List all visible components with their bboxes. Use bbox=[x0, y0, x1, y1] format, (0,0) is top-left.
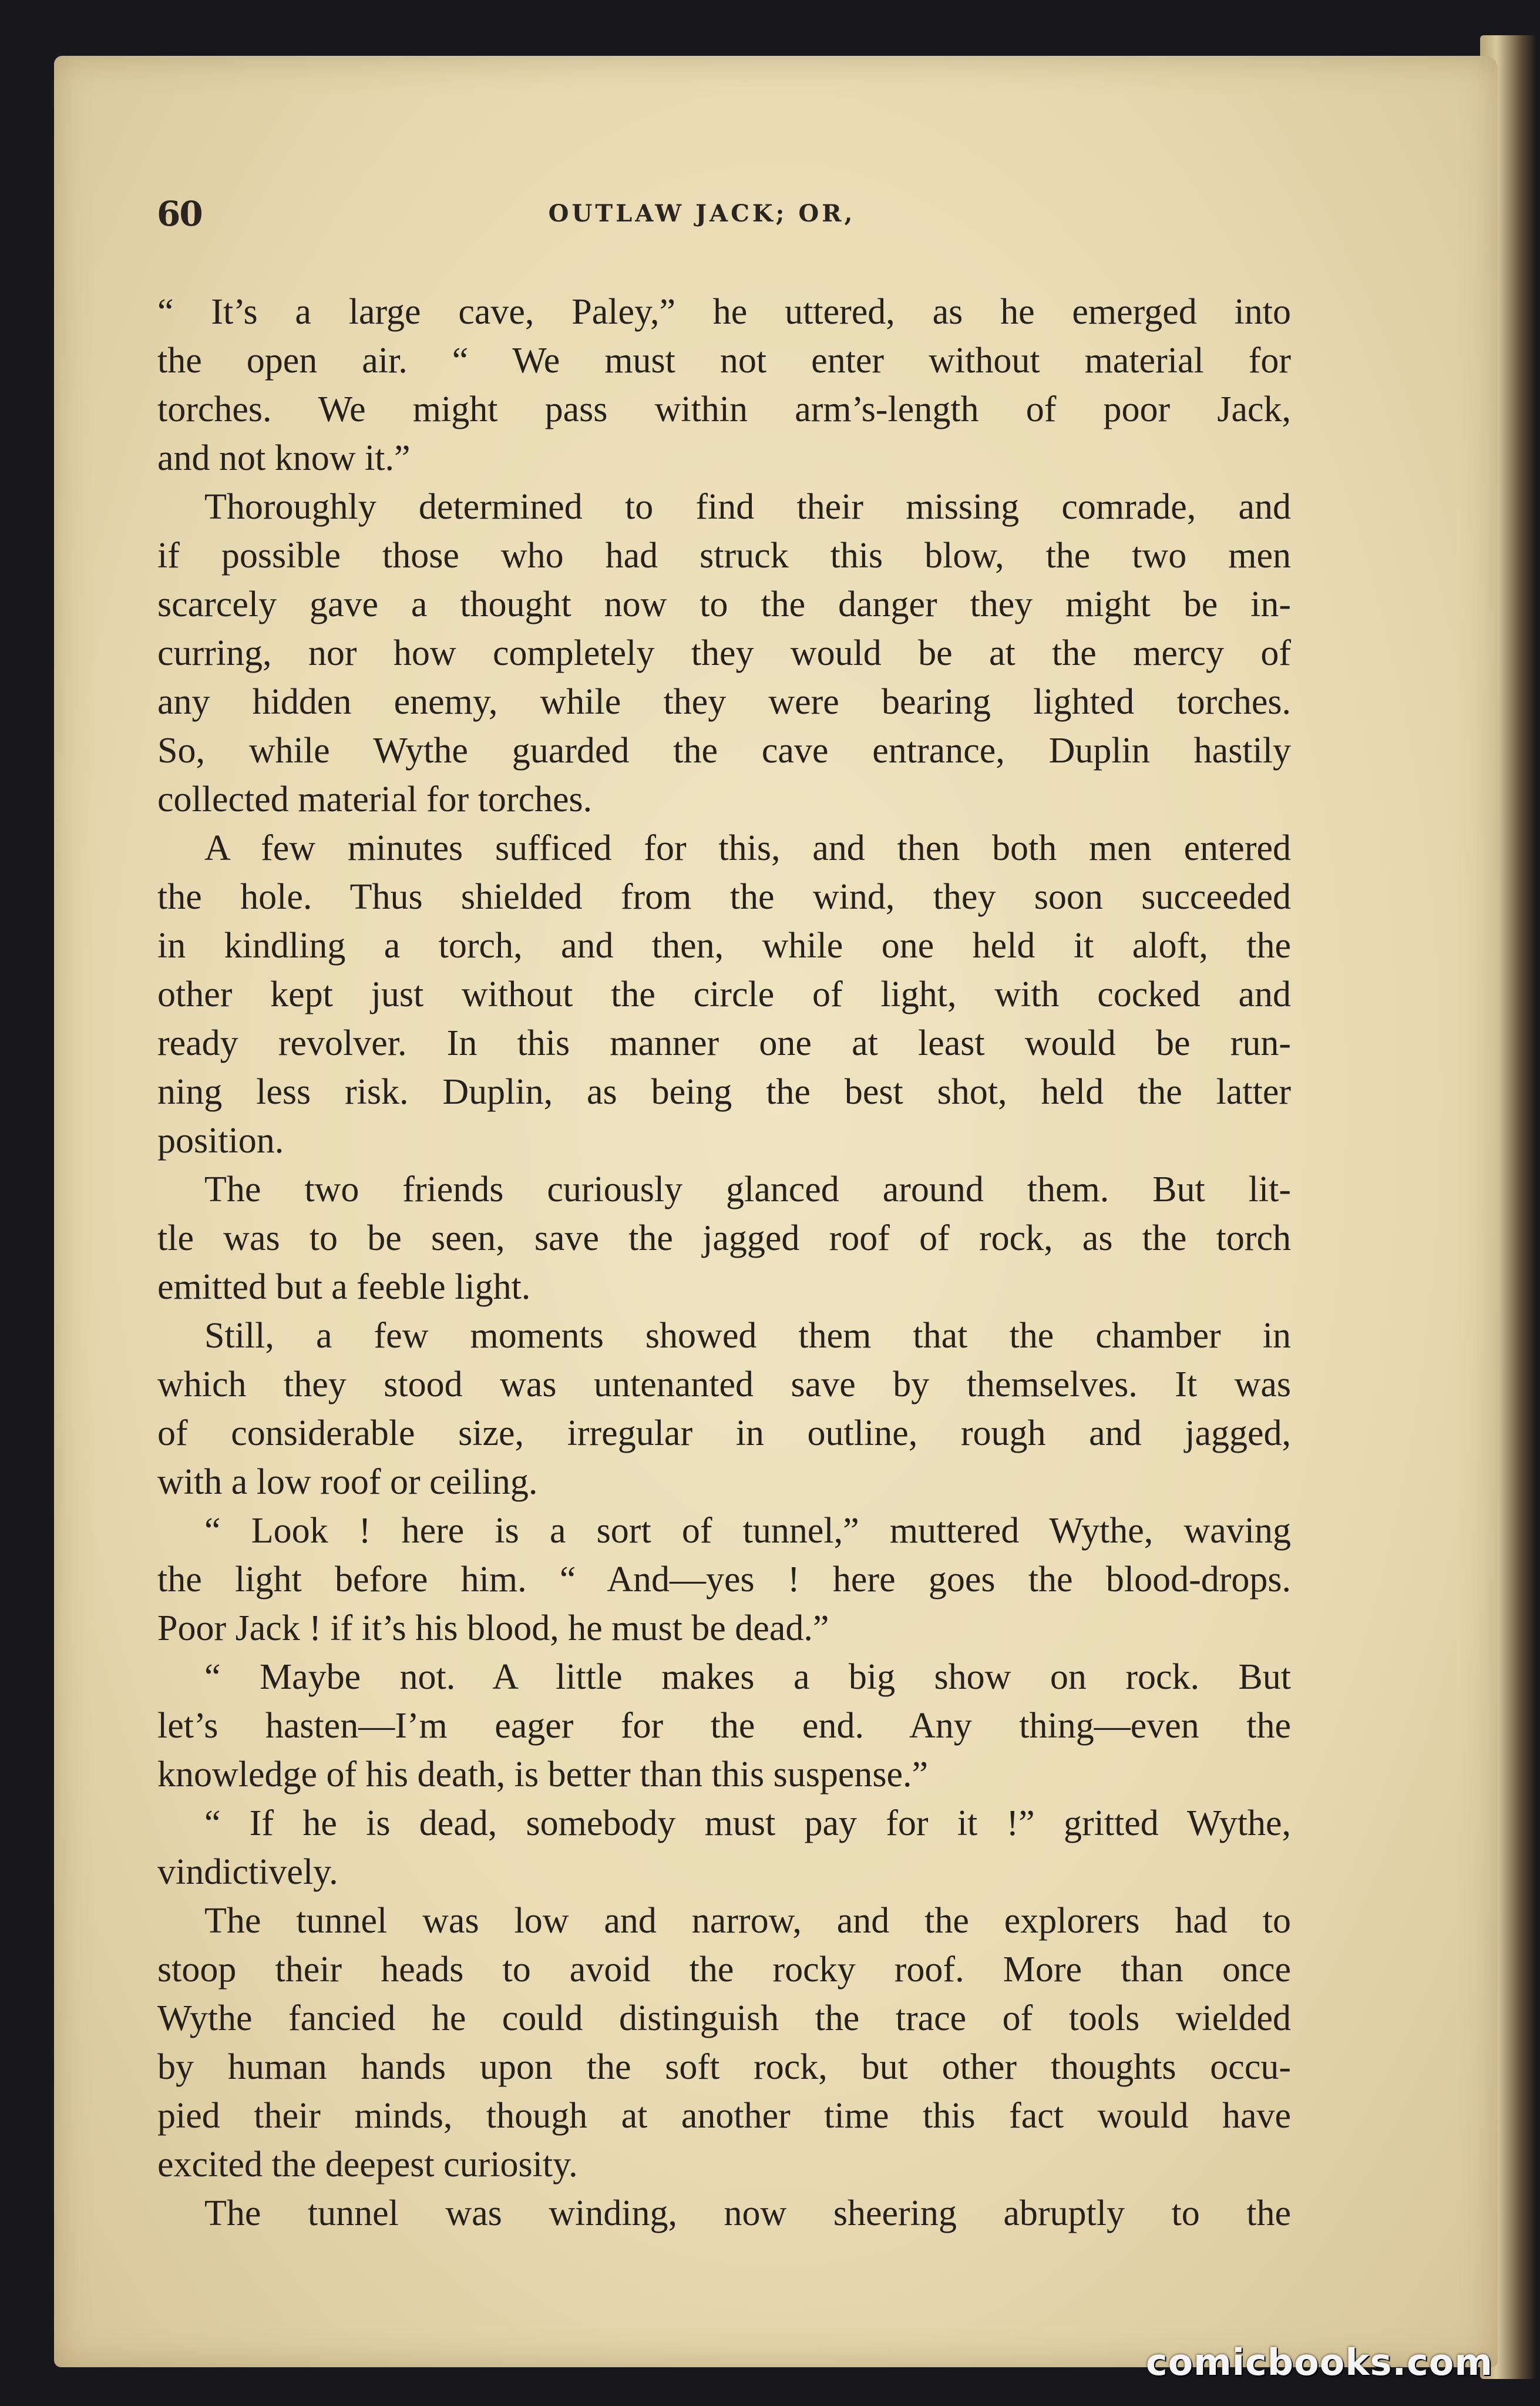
text-line: A few minutes sufficed for this, and then both men entered bbox=[204, 828, 1291, 868]
text-line: emitted but a feeble light. bbox=[157, 1267, 531, 1307]
text-line: curring, nor how completely they would be at the mercy of bbox=[157, 633, 1291, 673]
text-line: if possible those who had struck this blow, the two men bbox=[157, 536, 1291, 576]
text-line: The tunnel was low and narrow, and the explorers had to bbox=[204, 1901, 1291, 1941]
paragraph bbox=[157, 824, 1291, 1165]
text-line: “ If he is dead, somebody must pay for it !” gritted Wythe, bbox=[204, 1803, 1291, 1843]
text-line: The two friends curiously glanced around them. But lit- bbox=[204, 1170, 1291, 1209]
running-head: OUTLAW JACK; OR, bbox=[548, 200, 856, 227]
text-line: “ Look ! here is a sort of tunnel,” muttered Wythe, waving bbox=[204, 1511, 1291, 1551]
text-line: Poor Jack ! if it’s his blood, he must be dead.” bbox=[157, 1608, 829, 1648]
paragraph bbox=[157, 1799, 1291, 1897]
text-line: stoop their heads to avoid the rocky roof. More than once bbox=[157, 1950, 1291, 1990]
text-line: which they stood was untenanted save by themselves. It was bbox=[157, 1365, 1291, 1404]
text-line: let’s hasten—I’m eager for the end. Any thing—even the bbox=[157, 1706, 1291, 1746]
text-line: position. bbox=[157, 1121, 284, 1161]
paragraph bbox=[157, 2189, 1291, 2238]
body-text bbox=[157, 288, 1291, 2238]
text-line: of considerable size, irregular in outline, rough and jagged, bbox=[157, 1413, 1291, 1453]
text-line: knowledge of his death, is better than this suspense.” bbox=[157, 1755, 929, 1795]
paragraph bbox=[157, 483, 1291, 824]
text-line: the open air. “ We must not enter without material for bbox=[157, 341, 1291, 381]
text-line: torches. We might pass within arm’s-length of poor Jack, bbox=[157, 389, 1291, 429]
text-line: scarcely gave a thought now to the danger they might be in- bbox=[157, 584, 1291, 624]
text-line: “ Maybe not. A little makes a big show on rock. But bbox=[204, 1657, 1291, 1697]
text-line: tle was to be seen, save the jagged roof of rock, as the torch bbox=[157, 1218, 1291, 1258]
text-line: Thoroughly determined to find their missing comrade, and bbox=[204, 487, 1291, 527]
text-line: So, while Wythe guarded the cave entrance, Duplin hastily bbox=[157, 731, 1291, 771]
page-header bbox=[103, 194, 1301, 241]
text-line: vindictively. bbox=[157, 1852, 338, 1892]
text-line: excited the deepest curiosity. bbox=[157, 2145, 578, 2185]
paragraph bbox=[157, 1653, 1291, 1799]
text-line: the light before him. “ And—yes ! here goes the blood-drops. bbox=[157, 1560, 1291, 1599]
paragraph bbox=[157, 1507, 1291, 1653]
text-line: and not know it.” bbox=[157, 438, 411, 478]
text-line: any hidden enemy, while they were bearing lighted torches. bbox=[157, 682, 1291, 722]
text-line: with a low roof or ceiling. bbox=[157, 1462, 538, 1502]
text-line: The tunnel was winding, now sheering abruptly to the bbox=[204, 2193, 1291, 2233]
text-line: ning less risk. Duplin, as being the best shot, held the latter bbox=[157, 1072, 1291, 1112]
text-line: by human hands upon the soft rock, but other thoughts occu- bbox=[157, 2047, 1291, 2087]
text-line: the hole. Thus shielded from the wind, they soon succeeded bbox=[157, 877, 1291, 917]
text-line: collected material for torches. bbox=[157, 779, 593, 819]
paragraph bbox=[157, 1312, 1291, 1507]
paragraph bbox=[157, 1165, 1291, 1312]
text-line: “ It’s a large cave, Paley,” he uttered, as he emerged into bbox=[157, 292, 1291, 332]
text-line: Wythe fancied he could distinguish the trace of tools wielded bbox=[157, 1998, 1291, 2038]
paragraph bbox=[157, 288, 1291, 483]
page-number: 60 bbox=[157, 194, 202, 234]
paragraph bbox=[157, 1897, 1291, 2189]
text-line: Still, a few moments showed them that the chamber in bbox=[204, 1316, 1291, 1356]
text-line: ready revolver. In this manner one at least would be run- bbox=[157, 1023, 1291, 1063]
text-line: other kept just without the circle of light, with cocked and bbox=[157, 975, 1291, 1014]
text-line: pied their minds, though at another time this fact would have bbox=[157, 2096, 1291, 2136]
text-line: in kindling a torch, and then, while one held it aloft, the bbox=[157, 926, 1291, 966]
watermark-logo: comicbooks.com bbox=[1145, 2341, 1493, 2384]
